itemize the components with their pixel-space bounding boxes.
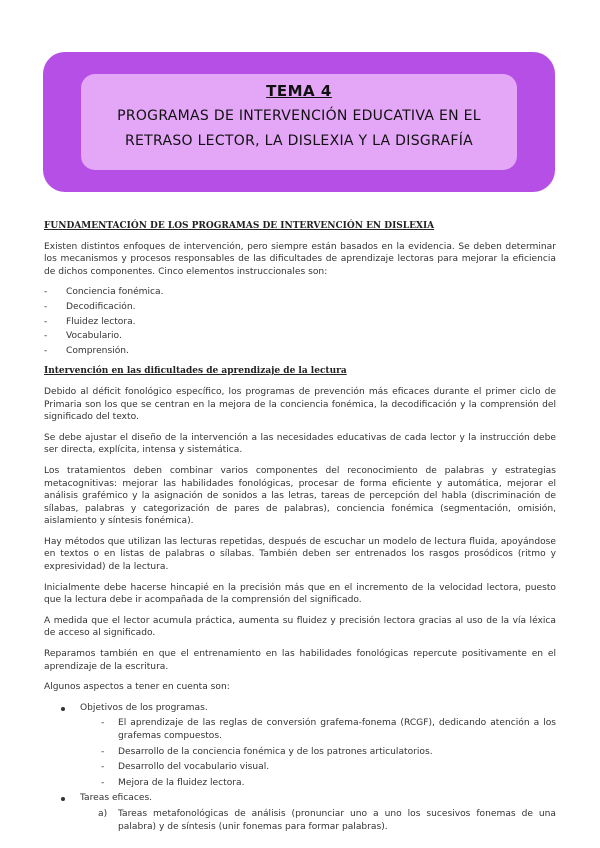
list-item: - Conciencia fonémica. — [44, 287, 164, 298]
sub-list-item: - Mejora de la fluidez lectora. — [101, 777, 245, 788]
paragraph: Reparamos también en que el entrenamiento en las habilidades fonológicas repercute positivamente en el aprendizaje de la escritura. — [44, 649, 556, 672]
intro-paragraph: Existen distintos enfoques de intervención, pero siempre están basados en la evidencia. Se deben determinar los mecanismos y procesos responsables de las dificultades de aprendizaje lectoras para mejorar la eficiencia de dichos componentes. Cinco elementos instruccionales son: — [44, 241, 556, 277]
list-item: - Vocabulario. — [44, 331, 122, 342]
instructional-elements-list — [44, 286, 556, 357]
paragraph: A medida que el lector acumula práctica, aumenta su fluidez y precisión lectora gracias al uso de la vía léxica de acceso al significado. — [44, 615, 556, 639]
list-item: - Decodificación. — [44, 301, 136, 312]
paragraph: Debido al déficit fonológico específico, los programas de prevención más eficaces durante el primer ciclo de Primaria son los que se centran en la mejora de la conciencia fonémica, la decodificación y la comprensión del significado del texto. — [44, 386, 556, 423]
paragraph: Algunos aspectos a tener en cuenta son: — [44, 682, 230, 693]
paragraph: Se debe ajustar el diseño de la intervención a las necesidades educativas de cada lector y la instrucción debe ser directa, explícita, intensa y sistemática. — [44, 432, 556, 456]
tasks-sublist — [80, 808, 556, 833]
objectives-sublist — [80, 717, 556, 789]
sub-list-item: - Desarrollo de la conciencia fonémica y de los patrones articulatorios. — [101, 746, 433, 757]
paragraph: Inicialmente debe hacerse hincapié en la precisión más que en el incremento de la velocidad lectora, puesto que la lectura debe ir acompañada de la comprensión del significado. — [44, 582, 556, 606]
sub-list-item: a) Tareas metafonológicas de análisis (pronunciar uno a uno los sucesivos fonemas de una palabra) y de síntesis (unir fonemas para formar palabras). — [98, 808, 556, 832]
bullet-dot — [61, 707, 65, 711]
section-heading-fundamentacion: FUNDAMENTACIÓN DE LOS PROGRAMAS DE INTERVENCIÓN EN DISLEXIA — [44, 221, 435, 231]
title-line-1: PROGRAMAS DE INTERVENCIÓN EDUCATIVA EN EL — [117, 108, 481, 124]
list-item: - Fluidez lectora. — [44, 316, 136, 327]
paragraph: Los tratamientos deben combinar varios componentes del reconocimiento de palabras y estrategias metacognitivas: mejorar las habilidades fonológicas, procesar de forma eficiente y automática, mejorar el análisis grafémico y la asignación de sonidos a las letras, tareas de percepción del habla (discriminación de sílabas, palabras y categorización de pares de palabras), conciencia fonémica (segmentación, omisión, aislamiento y síntesis fonémica). — [44, 465, 556, 527]
aspects-list — [44, 702, 556, 833]
title-banner — [43, 52, 555, 192]
page-title — [81, 104, 517, 154]
sub-list-item: - El aprendizaje de las reglas de conversión grafema-fonema (RCGF), dedicando atención a los grafemas compuestos. — [101, 718, 556, 741]
title-line-2: RETRASO LECTOR, LA DISLEXIA Y LA DISGRAFÍA — [124, 133, 474, 149]
bullet-dot — [61, 797, 65, 801]
tema-label: TEMA 4 — [266, 82, 332, 100]
list-item: - Comprensión. — [44, 345, 129, 356]
bullet-item-objetivos: Objetivos de los programas. - El aprendizaje de las reglas de conversión grafema-fonema (RCGF), dedicando atención a los grafemas compuestos. - Desarrollo de la conciencia fonémica y de los patrones articulatorios. - Desarrollo del vocabulario visual. - Mejora de la fluidez lectora. — [44, 702, 556, 790]
document-body — [44, 220, 556, 836]
title-banner-inner — [81, 74, 517, 170]
paragraph: Hay métodos que utilizan las lecturas repetidas, después de escuchar un modelo de lectura fluida, apoyándose en textos o en listas de palabras o sílabas. También deben ser entrenados los rasgos prosódicos (ritmo y expresividad) de la lectura. — [44, 536, 556, 573]
bullet-item-tareas: Tareas eficaces. a) Tareas metafonológicas de análisis (pronunciar uno a uno los sucesivos fonemas de una palabra) y de síntesis (unir fonemas para formar palabras). — [44, 792, 556, 833]
sub-list-item: - Desarrollo del vocabulario visual. — [101, 762, 270, 773]
section-heading-intervencion: Intervención en las dificultades de aprendizaje de la lectura — [44, 366, 347, 377]
